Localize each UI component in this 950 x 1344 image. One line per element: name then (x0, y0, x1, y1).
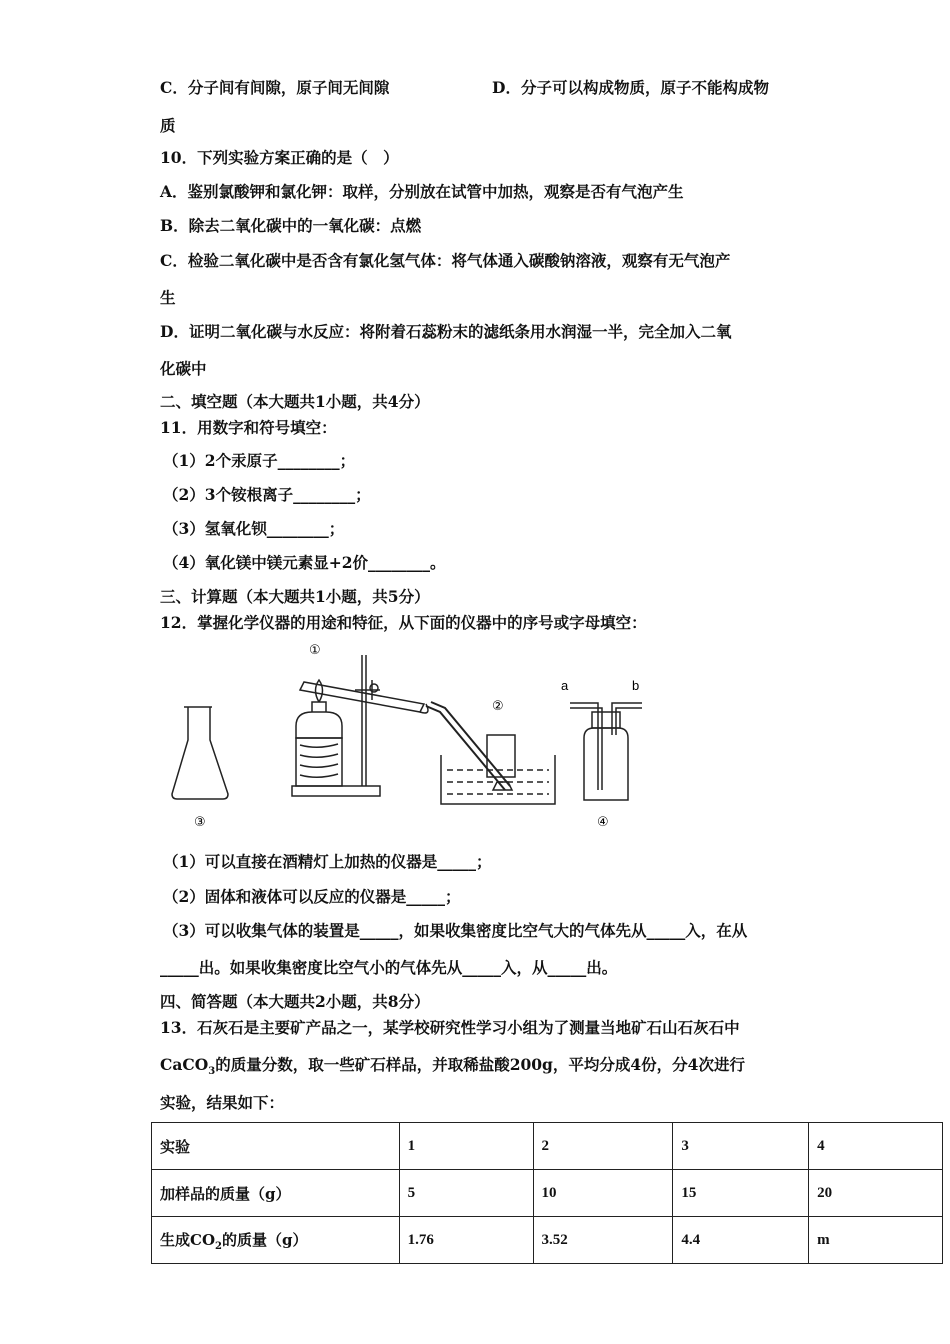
gas-bottle-icon (570, 703, 642, 800)
label-3: ③ (194, 814, 206, 829)
table-row (152, 1170, 943, 1217)
q11-item-4: （4）氧化镁中镁元素显+2价________。 (163, 553, 446, 572)
q12-item-1: （1）可以直接在酒精灯上加热的仪器是_____； (163, 852, 492, 871)
table-cell: 1 (399, 1123, 533, 1170)
q13-line-3: 实验，结果如下： (160, 1093, 285, 1112)
table-cell: m (809, 1217, 943, 1264)
q9-option-d: D．分子可以构成物质，原子不能构成物 (492, 78, 769, 97)
table-cell: 15 (673, 1170, 809, 1217)
section-2-heading: 二、填空题（本大题共1小题，共4分） (160, 392, 430, 411)
label-1: ① (309, 642, 321, 657)
table-cell: 5 (399, 1170, 533, 1217)
q9-option-c: C．分子间有间隙，原子间无间隙 (160, 78, 390, 97)
label-2: ② (492, 698, 504, 713)
q10-option-c-cont: 生 (160, 288, 176, 307)
table-cell: 2 (533, 1123, 673, 1170)
table-cell: 4.4 (673, 1217, 809, 1264)
heating-apparatus-icon (292, 655, 510, 796)
q13-line-2: CaCO$_3$的质量分数，取一些矿石样品，并取稀盐酸200g，平均分成4份，分4次进行 (160, 1055, 745, 1078)
table-cell: 1.76 (399, 1217, 533, 1264)
q10-option-a: A．鉴别氯酸钾和氯化钾：取样，分别放在试管中加热，观察是否有气泡产生 (160, 182, 684, 201)
q10-stem: 10．下列实验方案正确的是（ ） (160, 148, 399, 167)
label-a: a (561, 678, 569, 693)
table-cell: 20 (809, 1170, 943, 1217)
q9-option-d-cont: 质 (160, 116, 176, 135)
q12-stem: 12．掌握化学仪器的用途和特征，从下面的仪器中的序号或字母填空： (160, 613, 647, 632)
table-cell: 4 (809, 1123, 943, 1170)
q12-item-2: （2）固体和液体可以反应的仪器是_____； (163, 887, 461, 906)
section-4-heading: 四、简答题（本大题共2小题，共8分） (160, 992, 430, 1011)
row-head: 生成$CO_2$的质量（g） (152, 1217, 400, 1264)
section-3-heading: 三、计算题（本大题共1小题，共5分） (160, 587, 430, 606)
row-head: 实验 (152, 1123, 400, 1170)
q10-option-c: C．检验二氧化碳中是否含有氯化氢气体：将气体通入碳酸钠溶液，观察有无气泡产 (160, 251, 731, 270)
table-cell: 10 (533, 1170, 673, 1217)
results-table (151, 1122, 943, 1264)
q10-option-d: D．证明二氧化碳与水反应：将附着石蕊粉末的滤纸条用水润湿一半，完全加入二氧 (160, 322, 732, 341)
q10-option-d-cont: 化碳中 (160, 359, 207, 378)
q11-stem: 11．用数字和符号填空： (160, 418, 337, 437)
q10-option-b: B．除去二氧化碳中的一氧化碳：点燃 (160, 216, 422, 235)
q11-item-1: （1）2个汞原子________； (163, 451, 356, 470)
table-row (152, 1217, 943, 1264)
q11-item-2: （2）3个铵根离子________； (163, 485, 371, 504)
label-4: ④ (597, 814, 609, 829)
conical-flask-icon (172, 707, 228, 799)
q12-item-3-cont: _____出。如果收集密度比空气小的气体先从_____入，从_____出。 (160, 958, 618, 977)
label-b: b (632, 678, 640, 693)
water-trough-icon (441, 735, 555, 804)
row-head: 加样品的质量（g） (152, 1170, 400, 1217)
table-cell: 3.52 (533, 1217, 673, 1264)
q11-item-3: （3）氢氧化钡________； (163, 519, 345, 538)
q12-item-3: （3）可以收集气体的装置是_____，如果收集密度比空气大的气体先从_____入，在从 (163, 921, 748, 940)
table-row (152, 1123, 943, 1170)
q13-line-1: 13．石灰石是主要矿产品之一，某学校研究性学习小组为了测量当地矿石山石灰石中 (160, 1018, 740, 1037)
table-cell: 3 (673, 1123, 809, 1170)
